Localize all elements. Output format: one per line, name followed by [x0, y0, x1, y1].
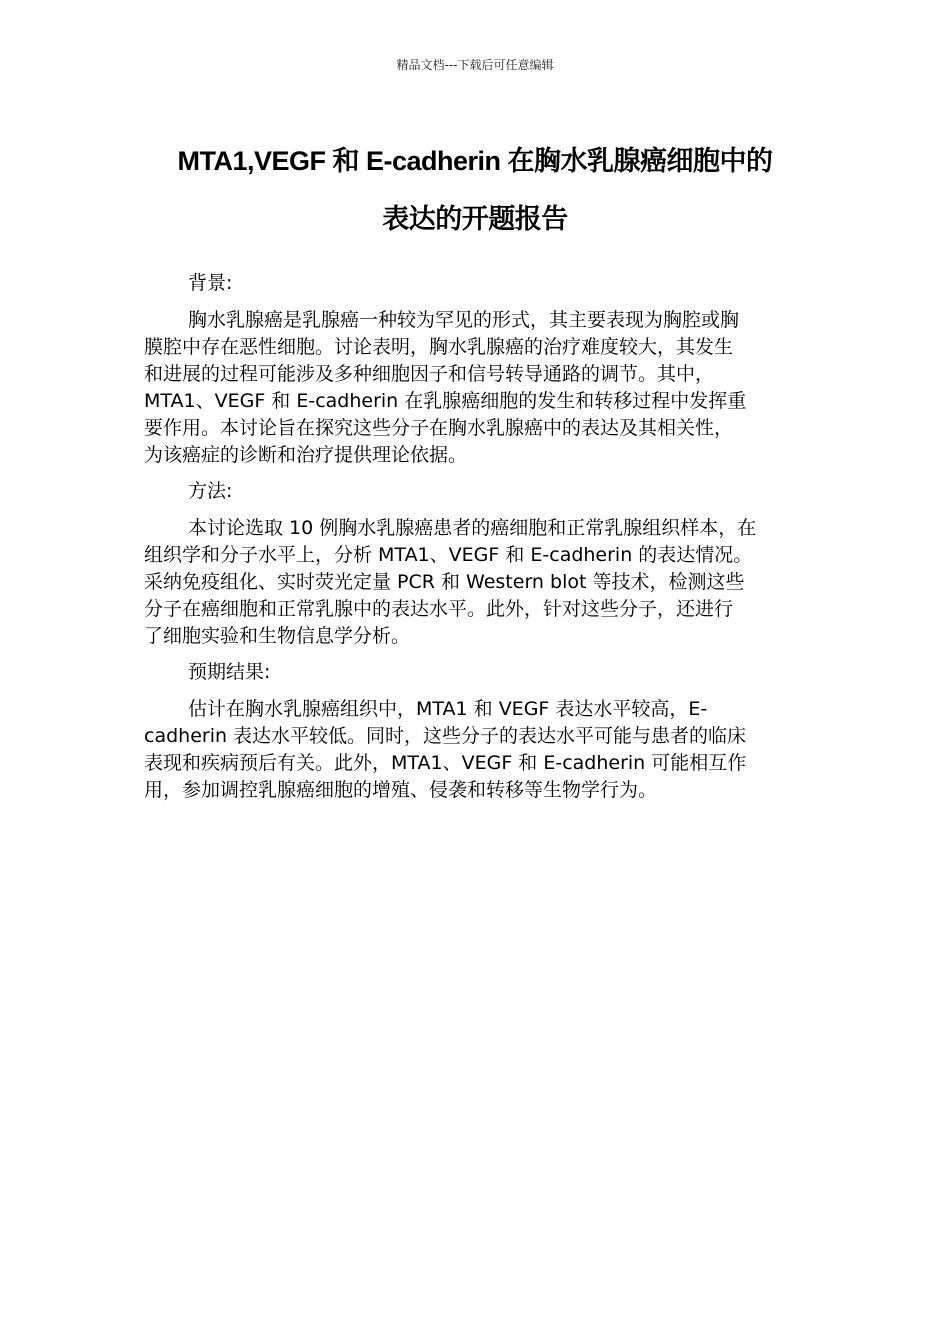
paragraph-line: 为该癌症的诊断和治疗提供理论依据。: [144, 444, 468, 466]
paragraph-line: 胸水乳腺癌是乳腺癌一种较为罕见的形式，其主要表现为胸腔或胸: [188, 309, 740, 331]
paragraph-line: 本讨论选取 10 例胸水乳腺癌患者的癌细胞和正常乳腺组织样本，在: [188, 517, 757, 539]
paragraph-methods: [144, 515, 808, 650]
title-line-1: MTA1,VEGF 和 E-cadherin 在胸水乳腺癌细胞中的: [177, 146, 773, 176]
document-body: [144, 270, 808, 813]
document-title: [100, 132, 850, 248]
paragraph-line: 分子在癌细胞和正常乳腺中的表达水平。此外，针对这些分子，还进行: [144, 598, 734, 620]
paragraph-line: 要作用。本讨论旨在探究这些分子在胸水乳腺癌中的表达及其相关性，: [144, 417, 734, 439]
paragraph-line: 膜腔中存在恶性细胞。讨论表明，胸水乳腺癌的治疗难度较大，其发生: [144, 336, 734, 358]
paragraph-line: 表现和疾病预后有关。此外，MTA1、VEGF 和 E-cadherin 可能相互作: [144, 752, 747, 774]
paragraph-line: 组织学和分子水平上，分析 MTA1、VEGF 和 E-cadherin 的表达情况。: [144, 544, 753, 566]
paragraph-line: 用，参加调控乳腺癌细胞的增殖、侵袭和转移等生物学行为。: [144, 779, 658, 801]
paragraph-line: 和进展的过程可能涉及多种细胞因子和信号转导通路的调节。其中，: [144, 363, 715, 385]
section-heading-background: 背景:: [188, 272, 233, 294]
paragraph-expected-results: [144, 696, 808, 804]
page-header: 精品文档---下载后可任意编辑: [396, 58, 554, 72]
section-heading-methods: 方法:: [188, 480, 233, 502]
paragraph-line: MTA1、VEGF 和 E-cadherin 在乳腺癌细胞的发生和转移过程中发挥重: [144, 390, 747, 412]
paragraph-line: cadherin 表达水平较低。同时，这些分子的表达水平可能与患者的临床: [144, 725, 747, 747]
title-line-2: 表达的开题报告: [382, 204, 568, 234]
paragraph-line: 了细胞实验和生物信息学分析。: [144, 625, 411, 647]
paragraph-line: 估计在胸水乳腺癌组织中，MTA1 和 VEGF 表达水平较高，E-: [188, 698, 708, 720]
section-heading-expected-results: 预期结果:: [188, 661, 271, 683]
paragraph-background: [144, 307, 808, 469]
paragraph-line: 采纳免疫组化、实时荧光定量 PCR 和 Western blot 等技术，检测这些: [144, 571, 745, 593]
